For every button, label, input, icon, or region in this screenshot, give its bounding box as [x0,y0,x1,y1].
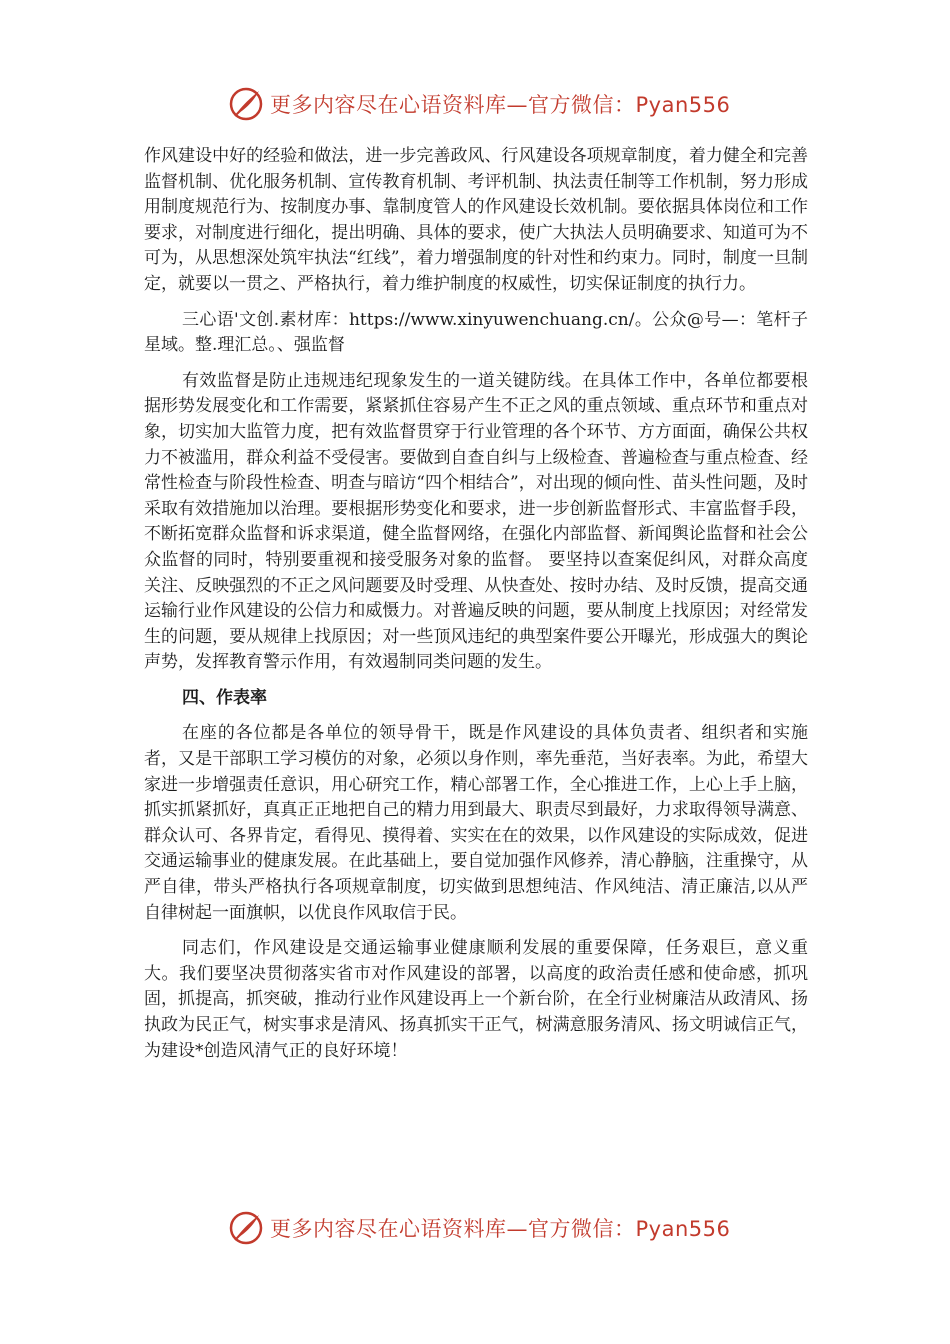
paragraph-5: 同志们，作风建设是交通运输事业健康顺利发展的重要保障，任务艰巨，意义重大。我们要坚决贯彻落实省市对作风建设的部署，以高度的政治责任感和使命感，抓巩固，抓提高，抓突破，推动行业作风建设再上一个新台阶，在全行业树廉洁从政清风、扬执政为民正气，树实事求是清风、扬真抓实干正气，树满意服务清风、扬文明诚信正气，为建设*创造风清气正的良好环境！ [144,938,808,1061]
paragraph-3: 有效监督是防止违规违纪现象发生的一道关键防线。在具体工作中，各单位都要根据形势发展变化和工作需要，紧紧抓住容易产生不正之风的重点领域、重点环节和重点对象，切实加大监管力度，把有效监督贯穿于行业管理的各个环节、方方面面，确保公共权力不被滥用，群众利益不受侵害。要做到自查自纠与上级检查、普遍检查与重点检查、经常性检查与阶段性检查、明查与暗访“四个相结合”，对出现的倾向性、苗头性问题，及时采取有效措施加以治理。要根据形势变化和要求，进一步创新监督形式、丰富监督手段，不断拓宽群众监督和诉求渠道，健全监督网络，在强化内部监督、新闻舆论监督和社会公众监督的同时，特别要重视和接受服务对象的监督。 要坚持以查案促纠风，对群众高度关注、反映强烈的不正之风问题要及时受理、从快查处、按时办结、及时反馈，提高交通运输行业作风建设的公信力和威慑力。对普遍反映的问题，要从制度上找原因；对经常发生的问题，要从规律上找原因；对一些顶风违纪的典型案件要公开曝光，形成强大的舆论声势，发挥教育警示作用，有效遏制同类问题的发生。 [144,370,808,673]
document-body [144,144,808,1074]
banner-text: 更多内容尽在心语资料库—官方微信：Pyan556 [270,93,731,117]
paragraph-1: 作风建设中好的经验和做法，进一步完善政风、行风建设各项规章制度，着力健全和完善监督机制、优化服务机制、宣传教育机制、考评机制、执法责任制等工作机制，努力形成用制度规范行为、按制度办事、靠制度管人的作风建设长效机制。要依据具体岗位和工作要求，对制度进行细化，提出明确、具体的要求，使广大执法人员明确要求、知道可为不可为，从思想深处筑牢执法“红线”，着力增强制度的针对性和约束力。同时，制度一旦制定，就要以一贯之、严格执行，着力维护制度的权威性，切实保证制度的执行力。 [144,146,808,294]
quill-pen-logo-icon [228,86,264,122]
quill-pen-logo-icon [228,1210,264,1246]
section-heading-4: 四、作表率 [182,687,267,708]
footer-banner [228,1208,731,1248]
banner-text: 更多内容尽在心语资料库—官方微信：Pyan556 [270,1217,731,1241]
paragraph-4: 在座的各位都是各单位的领导骨干，既是作风建设的具体负责者、组织者和实施者，又是干部职工学习模仿的对象，必须以身作则，率先垂范，当好表率。为此，希望大家进一步增强责任意识，用心研究工作，精心部署工作，全心推进工作，上心上手上脑，抓实抓紧抓好，真真正正地把自己的精力用到最大、职责尽到最好，力求取得领导满意、群众认可、各界肯定，看得见、摸得着、实实在在的效果，以作风建设的实际成效，促进交通运输事业的健康发展。在此基础上，要自觉加强作风修养，清心静脑，注重操守，从严自律，带头严格执行各项规章制度，切实做到思想纯洁、作风纯洁、清正廉洁,以从严自律树起一面旗帜，以优良作风取信于民。 [144,723,808,923]
header-banner [228,84,731,124]
paragraph-2: 三心语'文创.素材库：https://www.xinyuwenchuang.cn/。公众@号—：笔杆子星域。整.理汇总。、强监督 [144,309,808,356]
